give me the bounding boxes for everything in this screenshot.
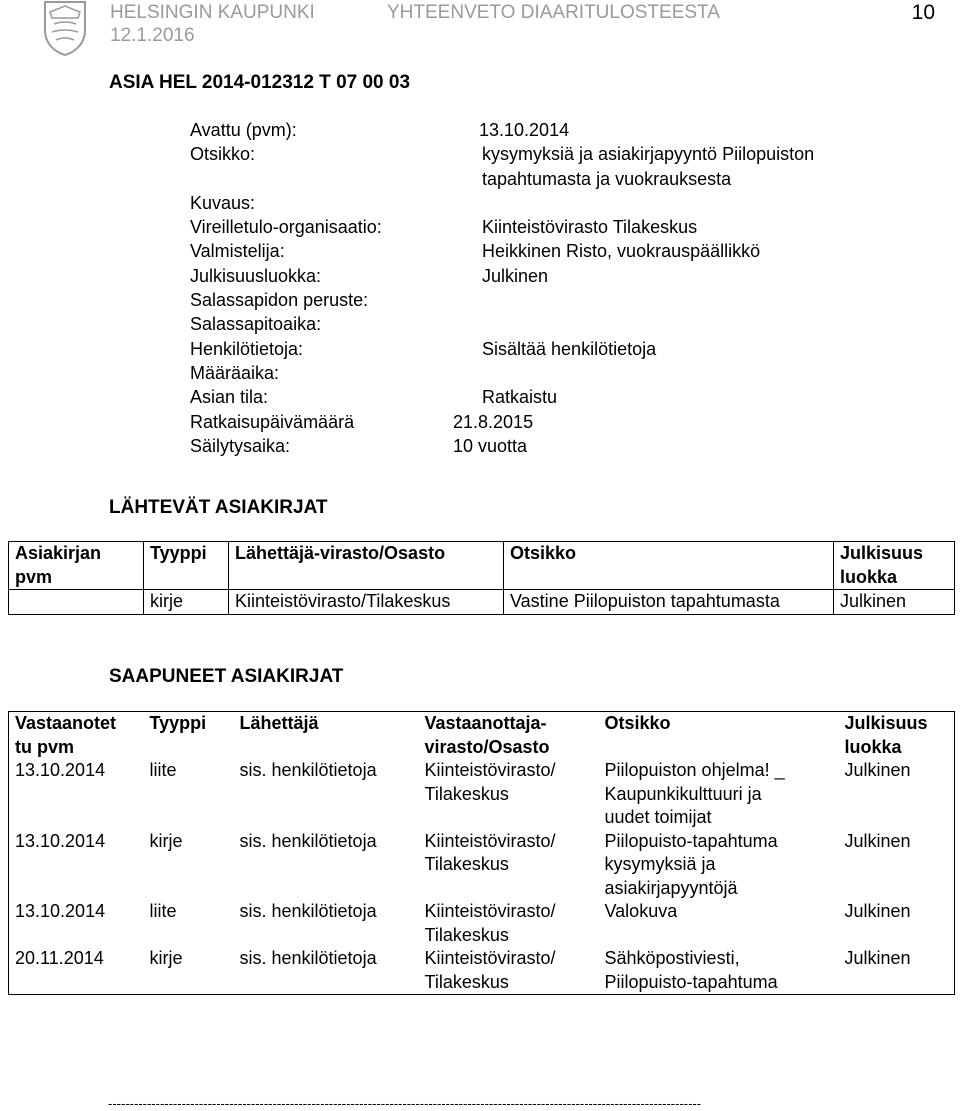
cell-subject: Piilopuisto-tapahtuma kysymyksiä ja asiakirjapyyntöjä [604, 830, 778, 898]
cell-sender: sis. henkilötietoja [234, 947, 419, 995]
meta-row-decision-date [190, 410, 910, 434]
table-row [9, 947, 955, 995]
meta-row-description [190, 191, 910, 215]
meta-label: Henkilötietoja: [190, 338, 304, 359]
section-title-incoming: SAAPUNEET ASIAKIRJAT [109, 666, 344, 687]
column-header-class: Julkisuus luokka [834, 542, 955, 590]
outgoing-documents-table [8, 541, 955, 615]
table-row [9, 900, 955, 947]
column-header-class: Julkisuus luokka [839, 712, 955, 760]
incoming-documents-table [8, 711, 955, 995]
header-org: HELSINGIN KAUPUNKI [110, 2, 315, 23]
meta-value: Kiinteistövirasto Tilakeskus [482, 217, 698, 238]
cell-date: 13.10.2014 [9, 830, 144, 901]
cell-class: Julkinen [839, 900, 955, 947]
column-header-date: Vastaanotet tu pvm [9, 712, 144, 760]
cell-class: Julkinen [839, 830, 955, 901]
column-header-sender: Lähettäjä-virasto/Osasto [229, 542, 504, 590]
meta-row-publicity [190, 264, 910, 288]
cell-receiver: Kiinteistövirasto/ Tilakeskus [424, 901, 556, 945]
meta-row-personal-data [190, 337, 910, 361]
section-title-outgoing: LÄHTEVÄT ASIAKIRJAT [109, 497, 328, 518]
column-header-type: Tyyppi [144, 542, 229, 590]
meta-label: Määräaika: [190, 362, 280, 383]
meta-label: Ratkaisupäivämäärä [190, 411, 355, 432]
table-row [9, 830, 955, 901]
header-title: YHTEENVETO DIAARITULOSTEESTA [387, 2, 720, 23]
column-header-type: Tyyppi [144, 712, 234, 760]
cell-subject: Sähköpostiviesti, Piilopuisto-tapahtuma [599, 947, 839, 995]
column-header-subject: Otsikko [599, 712, 839, 760]
meta-value: Ratkaistu [482, 387, 558, 408]
meta-label: Valmistelija: [190, 241, 285, 262]
cell-sender: sis. henkilötietoja [239, 760, 377, 780]
cell-subject: Valokuva [604, 901, 678, 921]
cell-type: liite [149, 760, 177, 780]
meta-label: Asian tila: [190, 387, 269, 408]
table-row [9, 590, 955, 615]
column-header-receiver: Vastaanottaja- virasto/Osasto [419, 712, 599, 760]
column-header-sender: Lähettäjä [234, 712, 419, 760]
meta-label: Vireilletulo-organisaatio: [190, 217, 382, 238]
meta-row-subject [190, 142, 910, 166]
meta-label: Kuvaus: [190, 192, 256, 213]
cell-subject: Vastine Piilopuiston tapahtumasta [504, 590, 834, 615]
meta-value: 13.10.2014 [479, 120, 570, 140]
cell-type: kirje [144, 947, 234, 995]
meta-row-organisation [190, 215, 910, 239]
meta-label: Salassapidon peruste: [190, 290, 369, 311]
meta-value: 21.8.2015 [453, 411, 534, 432]
meta-row-preparer [190, 239, 910, 263]
meta-value: Sisältää henkilötietoja [482, 338, 657, 359]
cell-date: 20.11.2014 [9, 947, 144, 995]
meta-row-deadline [190, 361, 910, 385]
cell-receiver: Kiinteistövirasto/ Tilakeskus [419, 947, 599, 995]
meta-row-secrecy-period [190, 312, 910, 336]
meta-value: tapahtumasta ja vuokrauksesta [482, 168, 732, 189]
helsinki-crest-logo [40, 0, 90, 56]
meta-row-opened [190, 118, 910, 142]
meta-row-retention [190, 434, 910, 458]
meta-row-status [190, 385, 910, 409]
page-number: 10 [911, 1, 935, 24]
meta-row-secrecy-basis [190, 288, 910, 312]
cell-class: Julkinen [839, 947, 955, 995]
cell-date: 13.10.2014 [9, 759, 144, 830]
header-date: 12.1.2016 [110, 25, 195, 46]
meta-label: Säilytysaika: [190, 435, 291, 456]
meta-row-subject-cont [190, 167, 910, 191]
cell-sender: Kiinteistövirasto/Tilakeskus [229, 590, 504, 615]
table-header-row [9, 542, 955, 590]
cell-date: 13.10.2014 [9, 900, 144, 947]
cell-sender: sis. henkilötietoja [239, 901, 377, 921]
meta-value: 10 vuotta [453, 435, 528, 456]
column-header-subject: Otsikko [504, 542, 834, 590]
meta-label: Julkisuusluokka: [190, 265, 322, 286]
case-id: ASIA HEL 2014-012312 T 07 00 03 [109, 72, 411, 93]
cell-receiver: Kiinteistövirasto/ Tilakeskus [424, 830, 556, 874]
cell-subject: Piilopuiston ohjelma! _ Kaupunkikulttuuri ja uudet toimijat [604, 760, 785, 827]
meta-label: Salassapitoaika: [190, 314, 322, 335]
column-header-date: Asiakirjan pvm [9, 542, 144, 590]
meta-label: Otsikko: [190, 144, 256, 165]
meta-value: Julkinen [482, 265, 549, 286]
cell-type: liite [149, 901, 177, 921]
table-header-row [9, 712, 955, 760]
meta-value: kysymyksiä ja asiakirjapyyntö Piilopuiston [482, 144, 815, 165]
case-metadata [190, 118, 910, 458]
meta-value: Heikkinen Risto, vuokrauspäällikkö [482, 241, 761, 262]
cell-type: kirje [149, 830, 183, 851]
cell-sender: sis. henkilötietoja [239, 830, 377, 851]
cell-receiver: Kiinteistövirasto/ Tilakeskus [424, 760, 556, 804]
meta-label: Avattu (pvm): [190, 120, 297, 140]
cell-date [9, 590, 144, 615]
cell-type: kirje [144, 590, 229, 615]
footer-dashed-rule: ----------------------------------------------------------------------------------------------------------------------------------------- [108, 1096, 702, 1111]
cell-class: Julkinen [839, 759, 955, 830]
table-row [9, 759, 955, 830]
cell-class: Julkinen [834, 590, 955, 615]
